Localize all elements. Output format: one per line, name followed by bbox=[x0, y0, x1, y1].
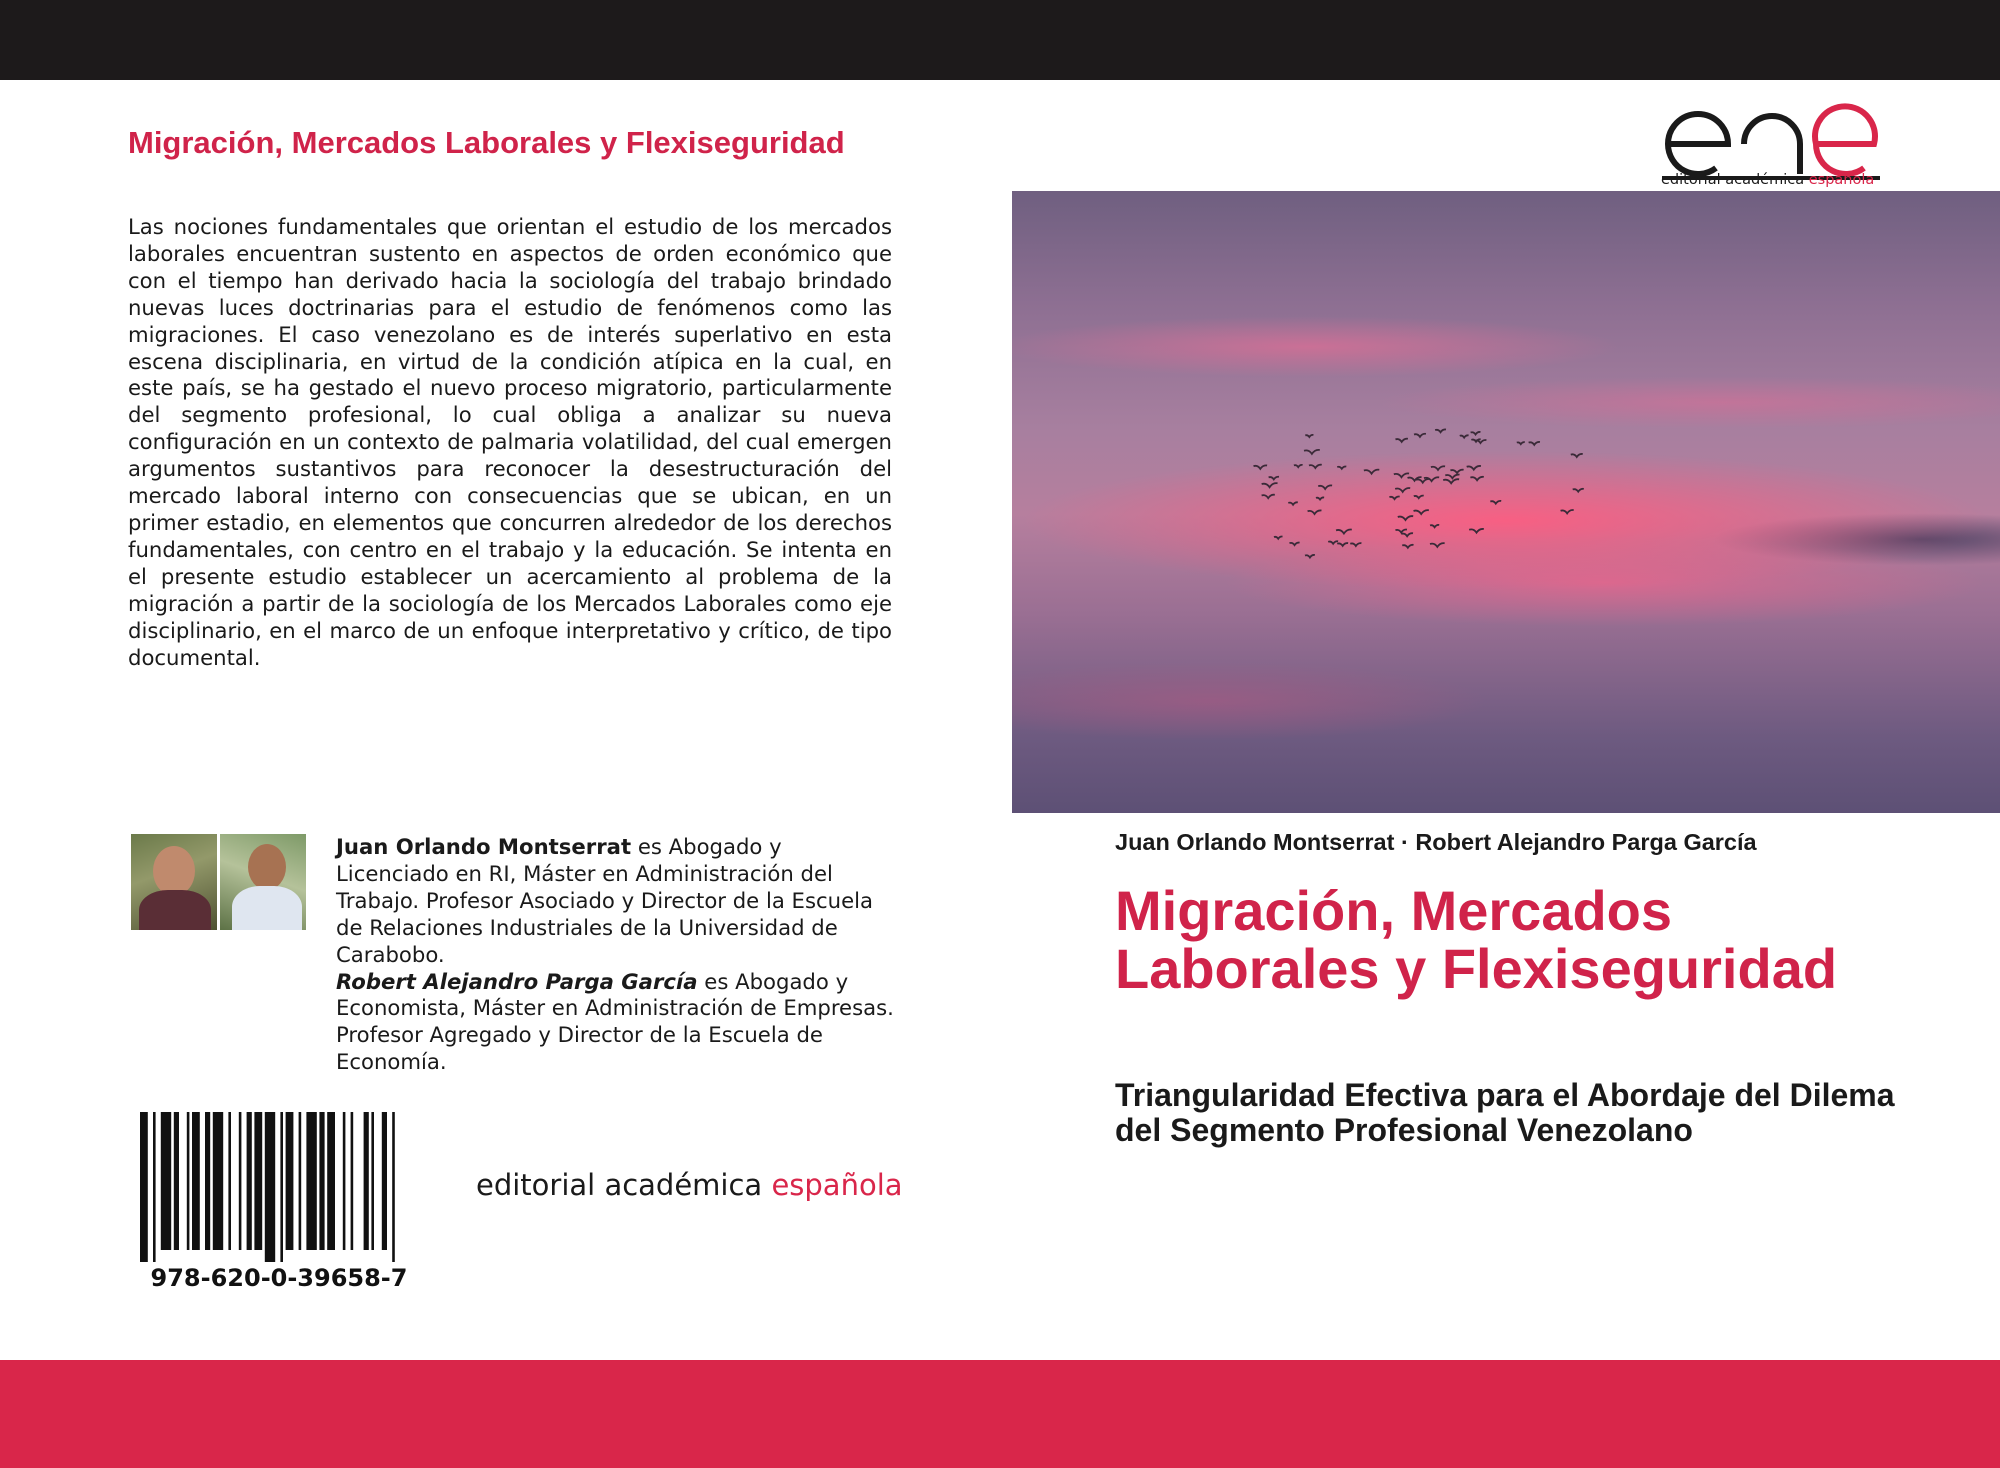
back-cover-blurb: Las nociones fundamentales que orientan el estudio de los mercados laborales encuentran sustento en aspectos de orden económico que con el tiempo han derivado hacia la sociología del trabajo brindado nuevas luces doctrinarias para el estudio de fenómenos como las migraciones. El caso venezolano es de interés superlativo en esta escena disciplinaria, en virtud de la condición atípica en la cual, en este país, se ha gestado el nuevo proceso migratorio, particularmente del segmento profesional, lo cual obliga a analizar su nueva configuración en un contexto de palmaria volatilidad, del cual emergen argumentos sustantivos para reconocer la desestructuración del mercado laboral interno con consecuencias que se ubican, en un primer estadio, en elementos que concurren alrededor de los derechos fundamentales, con centro en el trabajo y la educación. Se intenta en el presente estudio establecer un acercamiento al problema de la migración a partir de la sociología de los Mercados Laborales como eje disciplinario, en el marco de un enfoque interpretativo y crítico, de tipo documental. bbox=[128, 214, 892, 670]
author-bio bbox=[336, 834, 896, 1076]
back-cover-title: Migración, Mercados Laborales y Flexiseguridad bbox=[128, 125, 845, 160]
author-photo-1 bbox=[131, 834, 217, 930]
isbn-barcode bbox=[136, 1112, 422, 1302]
author-photo bbox=[131, 834, 306, 930]
publisher-accent: española bbox=[771, 1168, 903, 1202]
barcode-bars bbox=[140, 1112, 418, 1262]
cover-image-sunset-birds bbox=[1012, 191, 2000, 813]
logo-caption bbox=[1661, 172, 1883, 188]
logo-caption-accent: española bbox=[1808, 172, 1875, 188]
cover-authors: Juan Orlando Montserrat · Robert Alejandro Parga García bbox=[1115, 829, 1757, 855]
birds-flock bbox=[1012, 191, 2000, 813]
top-band bbox=[0, 0, 2000, 80]
publisher-name bbox=[476, 1168, 903, 1202]
publisher-prefix: editorial académica bbox=[476, 1168, 763, 1202]
cover-subtitle: Triangularidad Efectiva para el Abordaje del Dilema del Segmento Profesional Venezolano bbox=[1115, 1077, 1895, 1148]
bio-author1-text: es Abogado y Licenciado en RI, Máster en Administración del Trabajo. Profesor Asociado y Director de la Escuela de Relaciones Industriales de la Universidad de Carabobo. bbox=[336, 834, 873, 967]
bottom-band bbox=[0, 1360, 2000, 1468]
bio-author2-name: Robert Alejandro Parga García bbox=[336, 968, 698, 994]
bio-author1-name: Juan Orlando Montserrat bbox=[336, 834, 632, 859]
isbn-number: 978-620-0-39658-7 bbox=[150, 1264, 408, 1292]
author-photo-2 bbox=[217, 834, 306, 930]
cover-title: Migración, Mercados Laborales y Flexiseguridad bbox=[1115, 879, 1838, 1000]
logo-caption-prefix: editorial académica bbox=[1661, 172, 1805, 188]
bio-author2-text: es Abogado y Economista, Máster en Administración de Empresas. Profesor Agregado y Director de la Escuela de Economía. bbox=[336, 968, 894, 1075]
